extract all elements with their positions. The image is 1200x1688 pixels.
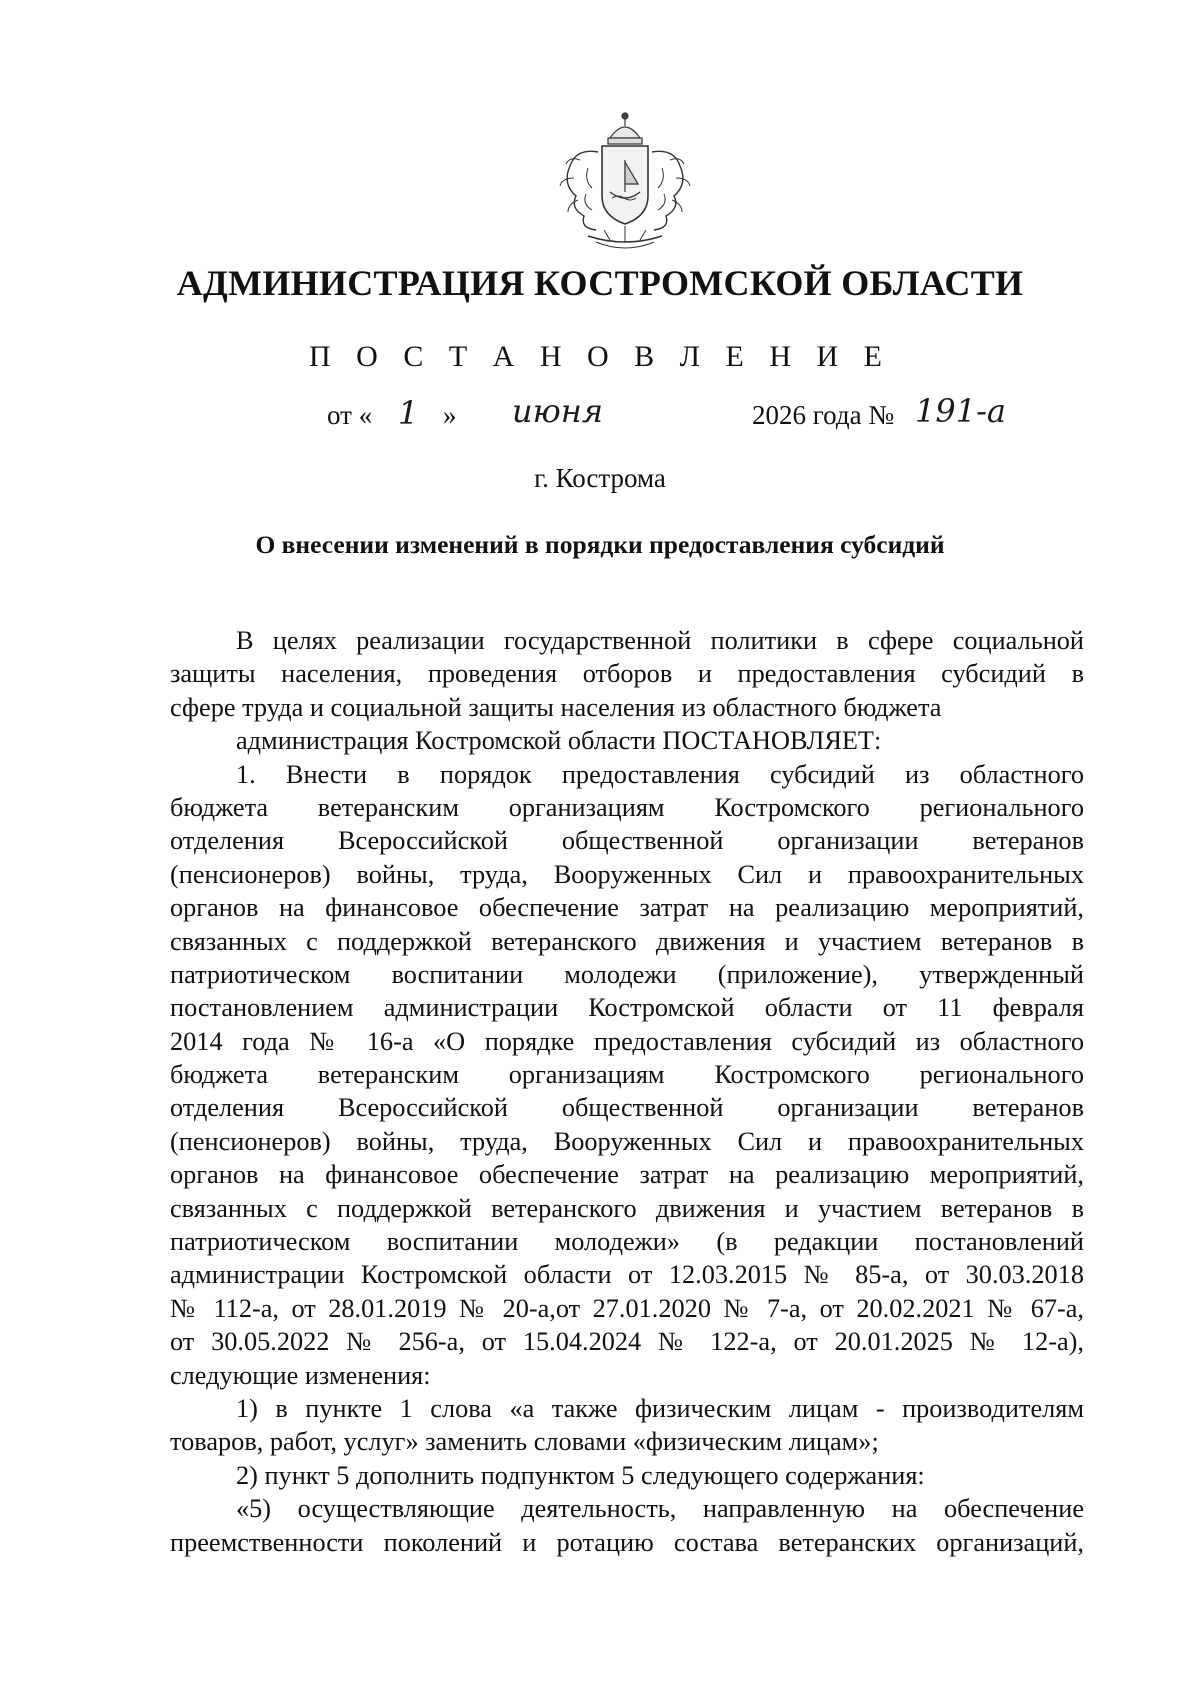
body-line: бюджета ветеранским организациям Костромского регионального bbox=[170, 1060, 1084, 1090]
organization-title: АДМИНИСТРАЦИЯ КОСТРОМСКОЙ ОБЛАСТИ bbox=[176, 263, 1024, 303]
document-subject: О внесении изменений в порядки предоставления субсидий bbox=[255, 530, 945, 559]
body-line: 1) в пункте 1 слова «а также физическим лицам - производителям bbox=[236, 1393, 1084, 1423]
body-line: преемственности поколений и ротацию состава ветеранских организаций, bbox=[170, 1527, 1084, 1557]
body-line: патриотическом воспитании молодежи» (в редакции постановлений bbox=[170, 1227, 1084, 1257]
body-line: сфере труда и социальной защиты населения из областного бюджета bbox=[170, 692, 942, 722]
body-line: администрации Костромской области от 12.03.2015 № 85-а, от 30.03.2018 bbox=[170, 1260, 1084, 1290]
body-line: постановлением администрации Костромской области от 11 февраля bbox=[170, 993, 1084, 1023]
body-text bbox=[170, 624, 1084, 1559]
body-line: отделения Всероссийской общественной организации ветеранов bbox=[170, 826, 1084, 856]
body-line: связанных с поддержкой ветеранского движения и участием ветеранов в bbox=[170, 926, 1084, 956]
date-line bbox=[0, 392, 1200, 448]
body-line: В целях реализации государственной политики в сфере социальной bbox=[236, 626, 1084, 655]
body-line: (пенсионеров) войны, труда, Вооруженных Сил и правоохранительных bbox=[170, 1126, 1084, 1156]
body-line: 1. Внести в порядок предоставления субсидий из областного bbox=[236, 759, 1084, 789]
body-line: от 30.05.2022 № 256-а, от 15.04.2024 № 122-а, от 20.01.2025 № 12-а), bbox=[170, 1327, 1084, 1357]
document-type: П О С Т А Н О В Л Е Н И Е bbox=[309, 340, 891, 373]
body-line: «5) осуществляющие деятельность, направленную на обеспечение bbox=[236, 1494, 1084, 1524]
body-line: органов на финансовое обеспечение затрат на реализацию мероприятий, bbox=[170, 893, 1084, 923]
body-line: патриотическом воспитании молодежи (приложение), утвержденный bbox=[170, 959, 1084, 989]
body-line: (пенсионеров) войны, труда, Вооруженных Сил и правоохранительных bbox=[170, 859, 1084, 889]
body-line: бюджета ветеранским организациям Костромского регионального bbox=[170, 792, 1084, 822]
body-line: 2) пункт 5 дополнить подпунктом 5 следующего содержания: bbox=[236, 1460, 925, 1490]
body-line: № 112-а, от 28.01.2019 № 20-а,от 27.01.2020 № 7-а, от 20.02.2021 № 67-а, bbox=[170, 1293, 1084, 1323]
body-line: следующие изменения: bbox=[170, 1360, 431, 1390]
date-year-text: 2026 года № bbox=[752, 400, 895, 430]
body-line: защиты населения, проведения отборов и предоставления субсидий в bbox=[170, 659, 1084, 689]
body-line: связанных с поддержкой ветеранского движения и участием ветеранов в bbox=[170, 1193, 1084, 1223]
body-line: товаров, работ, услуг» заменить словами «физическим лицам»; bbox=[170, 1427, 879, 1457]
body-line: органов на финансовое обеспечение затрат на реализацию мероприятий, bbox=[170, 1160, 1084, 1190]
date-month-handwritten: июня bbox=[512, 392, 604, 430]
date-day-handwritten: 1 bbox=[398, 394, 419, 432]
date-prefix: от « bbox=[327, 400, 373, 430]
body-line: администрация Костромской области ПОСТАНОВЛЯЕТ: bbox=[236, 726, 882, 756]
body-line: 2014 года № 16-а «О порядке предоставления субсидий из областного bbox=[170, 1026, 1084, 1056]
body-line: отделения Всероссийской общественной организации ветеранов bbox=[170, 1093, 1084, 1123]
city: г. Кострома bbox=[534, 463, 666, 493]
date-day-close: » bbox=[443, 400, 457, 430]
document-number-handwritten: 191-а bbox=[915, 392, 1006, 430]
kostroma-coat-of-arms-icon bbox=[540, 108, 710, 258]
